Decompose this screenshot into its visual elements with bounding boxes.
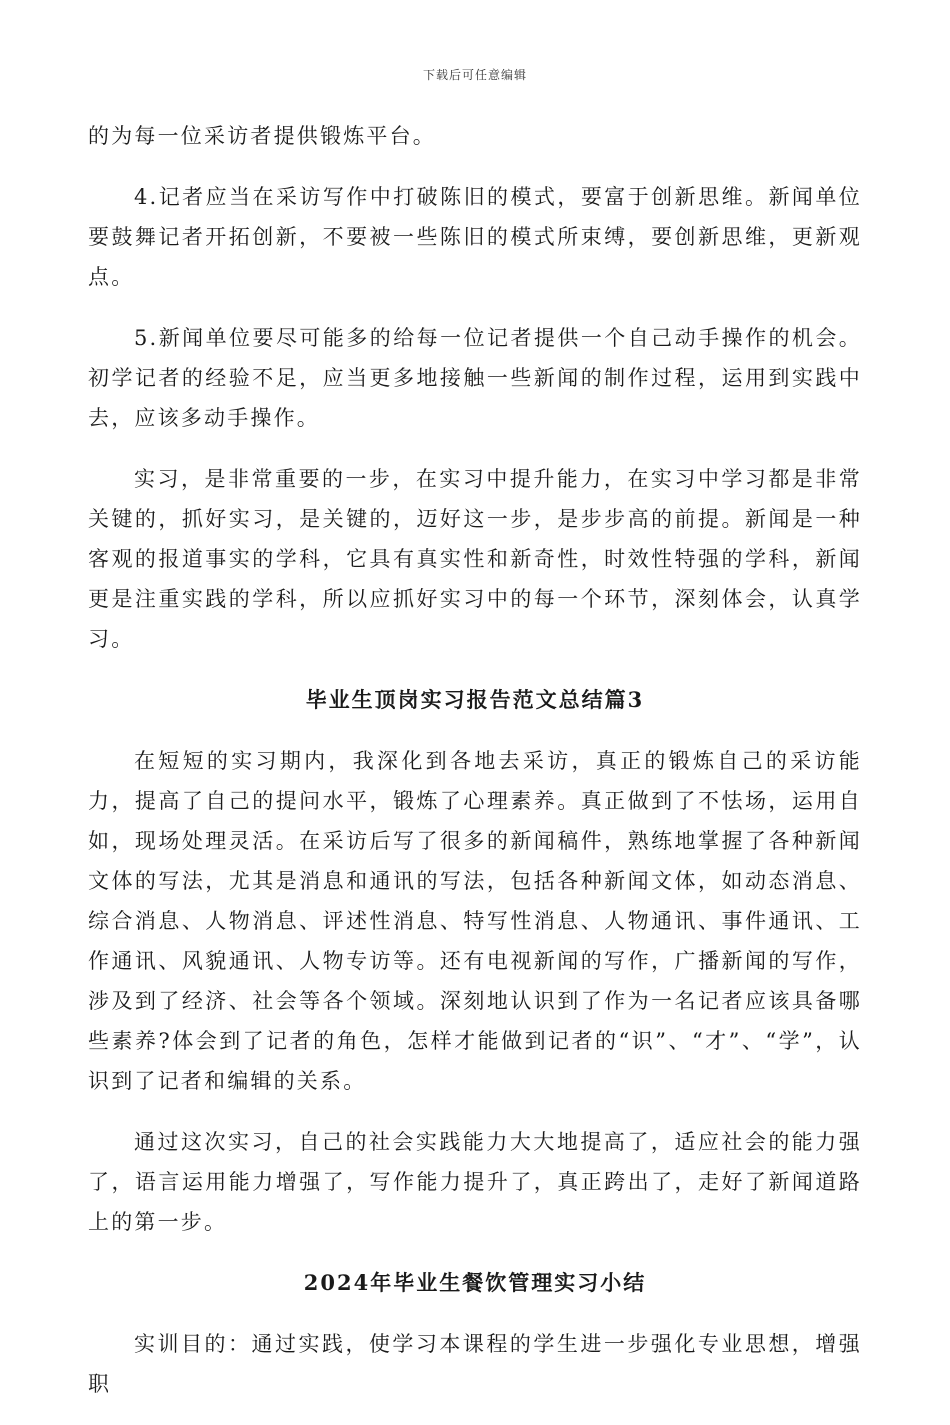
- section-heading-catering-summary: 2024年毕业生餐饮管理实习小结: [303, 1270, 647, 1295]
- paragraph-item-5: 5.新闻单位要尽可能多的给每一位记者提供一个自己动手操作的机会。初学记者的经验不足，应当更多地接触一些新闻的制作过程，运用到实践中去，应该多动手操作。: [88, 326, 862, 430]
- paragraph-internship-result: 通过这次实习，自己的社会实践能力大大地提高了，适应社会的能力强了，语言运用能力增强了，写作能力提升了，真正跨出了，走好了新闻道路上的第一步。: [88, 1130, 862, 1234]
- section-heading-report-3: 毕业生顶岗实习报告范文总结篇3: [305, 687, 645, 712]
- paragraph-continuation: 的为每一位采访者提供锻炼平台。: [88, 124, 436, 148]
- page-header: 下载后可任意编辑: [422, 68, 527, 82]
- paragraph-internship-experience: 在短短的实习期内，我深化到各地去采访，真正的锻炼自己的采访能力，提高了自己的提问水平，锻炼了心理素养。真正做到了不怯场，运用自如，现场处理灵活。在采访后写了很多的新闻稿件，熟练地掌握了各种新闻文体的写法，尤其是消息和通讯的写法，包括各种新闻文体，如动态消息、综合消息、人物消息、评述性消息、特写性消息、人物通讯、事件通讯、工作通讯、风貌通讯、人物专访等。还有电视新闻的写作，广播新闻的写作，涉及到了经济、社会等各个领域。深刻地认识到了作为一名记者应该具备哪些素养?体会到了记者的角色，怎样才能做到记者的“识”、“才”、“学”，认识到了记者和编辑的关系。: [88, 749, 862, 1093]
- paragraph-item-4: 4.记者应当在采访写作中打破陈旧的模式，要富于创新思维。新闻单位要鼓舞记者开拓创新，不要被一些陈旧的模式所束缚，要创新思维，更新观点。: [88, 185, 862, 289]
- paragraph-internship-summary: 实习，是非常重要的一步，在实习中提升能力，在实习中学习都是非常关键的，抓好实习，是关键的，迈好这一步，是步步高的前提。新闻是一种客观的报道事实的学科，它具有真实性和新奇性，时效性特强的学科，新闻更是注重实践的学科，所以应抓好实习中的每一个环节，深刻体会，认真学习。: [88, 467, 862, 651]
- document-body: [88, 116, 862, 1425]
- paragraph-training-purpose: 实训目的：通过实践，使学习本课程的学生进一步强化专业思想，增强职: [88, 1332, 862, 1396]
